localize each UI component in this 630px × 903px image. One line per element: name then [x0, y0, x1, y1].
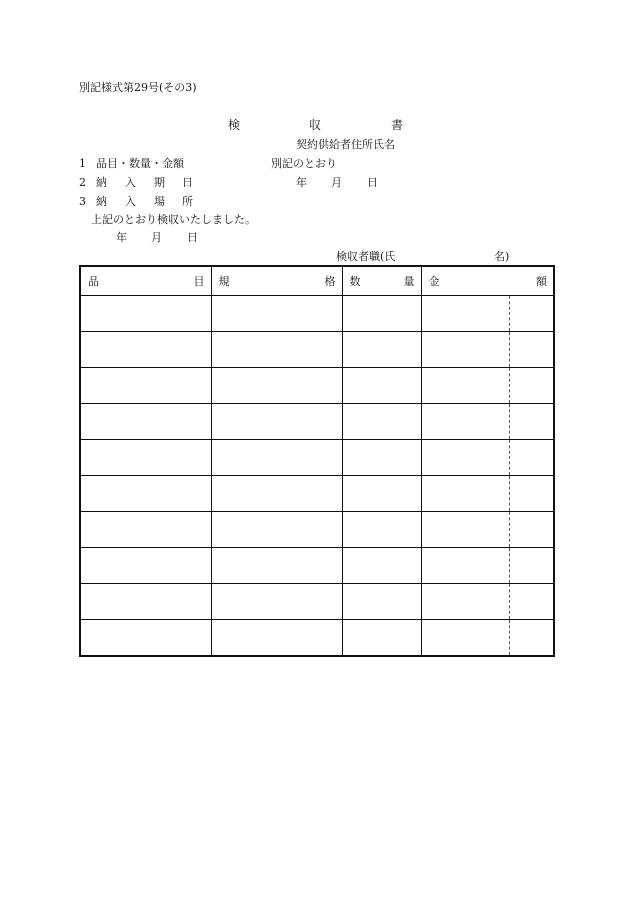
- cell-amount[interactable]: [421, 404, 554, 440]
- item-3-label-char-4: 所: [182, 195, 193, 208]
- cell-amount[interactable]: [421, 512, 554, 548]
- table-row: [80, 368, 554, 404]
- item-1-label: 品目・数量・金額: [96, 157, 184, 170]
- cell-spec[interactable]: [211, 512, 342, 548]
- cell-spec[interactable]: [211, 440, 342, 476]
- cell-spec[interactable]: [211, 368, 342, 404]
- statement-date-month: 月: [151, 231, 162, 244]
- cell-quantity[interactable]: [342, 476, 421, 512]
- table-row: [80, 512, 554, 548]
- cell-quantity[interactable]: [342, 404, 421, 440]
- table-row: [80, 584, 554, 620]
- delivery-date-day: 日: [367, 176, 378, 189]
- item-2-label-char-4: 日: [182, 176, 193, 189]
- cell-quantity[interactable]: [342, 512, 421, 548]
- cell-item[interactable]: [80, 584, 211, 620]
- table-row: [80, 332, 554, 368]
- statement-text: 上記のとおり検収いたしました。: [91, 213, 256, 226]
- cell-spec[interactable]: [211, 620, 342, 657]
- cell-item[interactable]: [80, 332, 211, 368]
- cell-spec[interactable]: [211, 404, 342, 440]
- statement-date-year: 年: [116, 231, 127, 244]
- item-3-number: 3: [79, 195, 86, 208]
- item-1-value: 別記のとおり: [271, 157, 337, 170]
- cell-quantity[interactable]: [342, 368, 421, 404]
- cell-spec[interactable]: [211, 296, 342, 332]
- cell-amount[interactable]: [421, 368, 554, 404]
- header-spec: 規 格: [211, 266, 342, 296]
- cell-amount[interactable]: [421, 296, 554, 332]
- item-1-number: 1: [79, 157, 86, 170]
- cell-item[interactable]: [80, 620, 211, 657]
- cell-item[interactable]: [80, 548, 211, 584]
- cell-item[interactable]: [80, 440, 211, 476]
- delivery-date-year: 年: [296, 176, 307, 189]
- table-row: [80, 296, 554, 332]
- header-quantity: 数 量: [342, 266, 421, 296]
- contractor-label: 契約供給者住所氏名: [296, 138, 395, 151]
- cell-quantity[interactable]: [342, 584, 421, 620]
- title-char-1: 検: [228, 118, 241, 132]
- header-amount: 金 額: [421, 266, 554, 296]
- cell-item[interactable]: [80, 368, 211, 404]
- inspector-label-suffix: 名): [494, 250, 510, 263]
- item-2-label-char-1: 納: [96, 176, 107, 189]
- cell-amount[interactable]: [421, 440, 554, 476]
- header-item: 品 目: [80, 266, 211, 296]
- cell-spec[interactable]: [211, 332, 342, 368]
- cell-item[interactable]: [80, 512, 211, 548]
- item-2-number: 2: [79, 176, 86, 189]
- cell-spec[interactable]: [211, 476, 342, 512]
- cell-item[interactable]: [80, 404, 211, 440]
- cell-quantity[interactable]: [342, 296, 421, 332]
- table-header-row: [80, 266, 554, 296]
- table-row: [80, 476, 554, 512]
- cell-spec[interactable]: [211, 584, 342, 620]
- statement-date-day: 日: [187, 231, 198, 244]
- form-number: 別記様式第29号(その3): [79, 81, 197, 94]
- cell-quantity[interactable]: [342, 332, 421, 368]
- item-2-label-char-3: 期: [154, 176, 165, 189]
- item-3-label-char-3: 場: [154, 195, 165, 208]
- inspection-table: [79, 265, 555, 657]
- table-row: [80, 620, 554, 657]
- cell-spec[interactable]: [211, 548, 342, 584]
- cell-quantity[interactable]: [342, 548, 421, 584]
- cell-quantity[interactable]: [342, 620, 421, 657]
- cell-amount[interactable]: [421, 548, 554, 584]
- table-row: [80, 548, 554, 584]
- table-row: [80, 404, 554, 440]
- inspector-label-prefix: 検収者職(氏: [336, 250, 396, 263]
- cell-amount[interactable]: [421, 476, 554, 512]
- table-row: [80, 440, 554, 476]
- item-3-label-char-2: 入: [125, 195, 136, 208]
- cell-item[interactable]: [80, 296, 211, 332]
- cell-item[interactable]: [80, 476, 211, 512]
- item-3-label-char-1: 納: [96, 195, 107, 208]
- cell-quantity[interactable]: [342, 440, 421, 476]
- title-char-3: 書: [391, 118, 404, 132]
- cell-amount[interactable]: [421, 620, 554, 657]
- cell-amount[interactable]: [421, 332, 554, 368]
- cell-amount[interactable]: [421, 584, 554, 620]
- title-char-2: 収: [309, 118, 322, 132]
- delivery-date-month: 月: [331, 176, 342, 189]
- item-2-label-char-2: 入: [125, 176, 136, 189]
